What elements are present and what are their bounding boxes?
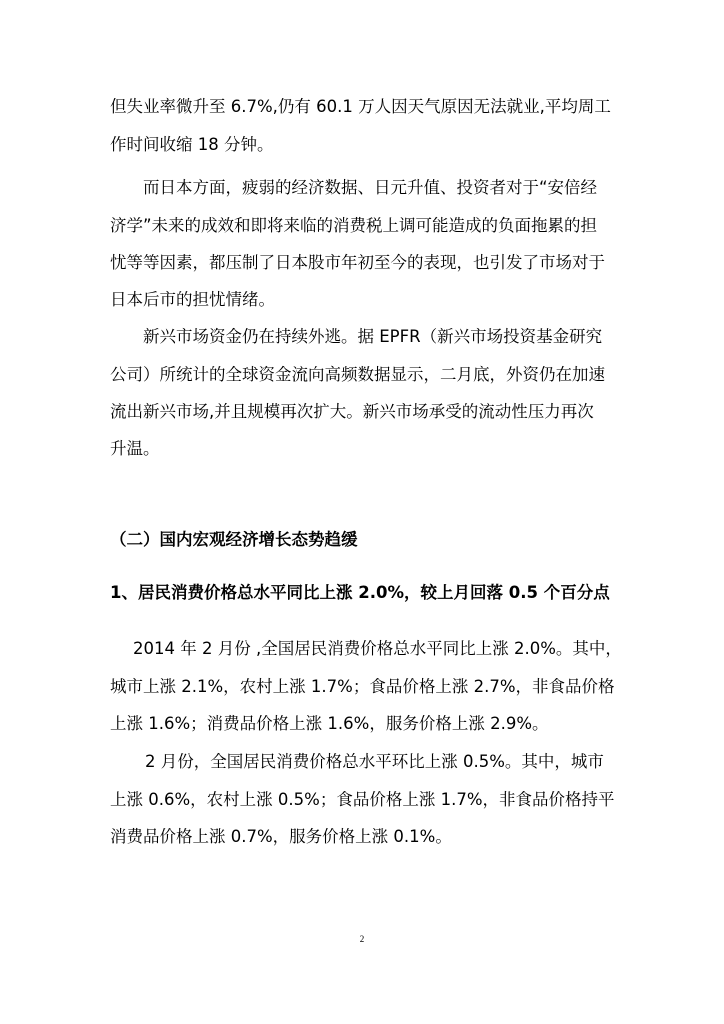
paragraph-line: 但失业率微升至 6.7%,仍有 60.1 万人因天气原因无法就业,平均周工	[110, 97, 611, 116]
sub-heading: 1、居民消费价格总水平同比上涨 2.0%，较上月回落 0.5 个百分点	[110, 583, 610, 602]
paragraph-line: 公司）所统计的全球资金流向高频数据显示，二月底，外资仍在加速	[110, 365, 605, 384]
paragraph-line: 上涨 0.6%，农村上涨 0.5%；食品价格上涨 1.7%，非食品价格持平	[110, 790, 615, 809]
paragraph-line: 2014 年 2 月份 ,全国居民消费价格总水平同比上涨 2.0%。其中，	[133, 639, 622, 658]
paragraph-line: 新兴市场资金仍在持续外逃。据 EPFR（新兴市场投资基金研究	[143, 327, 603, 346]
paragraph-line: 上涨 1.6%；消费品价格上涨 1.6%，服务价格上涨 2.9%。	[110, 714, 549, 733]
paragraph-line: 城市上涨 2.1%，农村上涨 1.7%；食品价格上涨 2.7%，非食品价格	[110, 677, 615, 696]
paragraph-line: 消费品价格上涨 0.7%，服务价格上涨 0.1%。	[110, 827, 452, 846]
section-heading: （二）国内宏观经济增长态势趋缓	[110, 530, 358, 549]
paragraph-line: 升温。	[110, 439, 160, 458]
paragraph-line: 济学”未来的成效和即将来临的消费税上调可能造成的负面拖累的担	[110, 216, 598, 235]
paragraph-line: 作时间收缩 18 分钟。	[110, 135, 274, 154]
paragraph-line: 日本后市的担忧情绪。	[110, 290, 275, 309]
paragraph-line: 忧等等因素，都压制了日本股市年初至今的表现，也引发了市场对于	[110, 253, 605, 272]
paragraph-line: 2 月份，全国居民消费价格总水平环比上涨 0.5%。其中，城市	[145, 752, 604, 771]
paragraph-line: 而日本方面，疲弱的经济数据、日元升值、投资者对于“安倍经	[143, 178, 598, 197]
paragraph-line: 流出新兴市场,并且规模再次扩大。新兴市场承受的流动性压力再次	[110, 402, 594, 421]
page-number: 2	[359, 934, 365, 944]
